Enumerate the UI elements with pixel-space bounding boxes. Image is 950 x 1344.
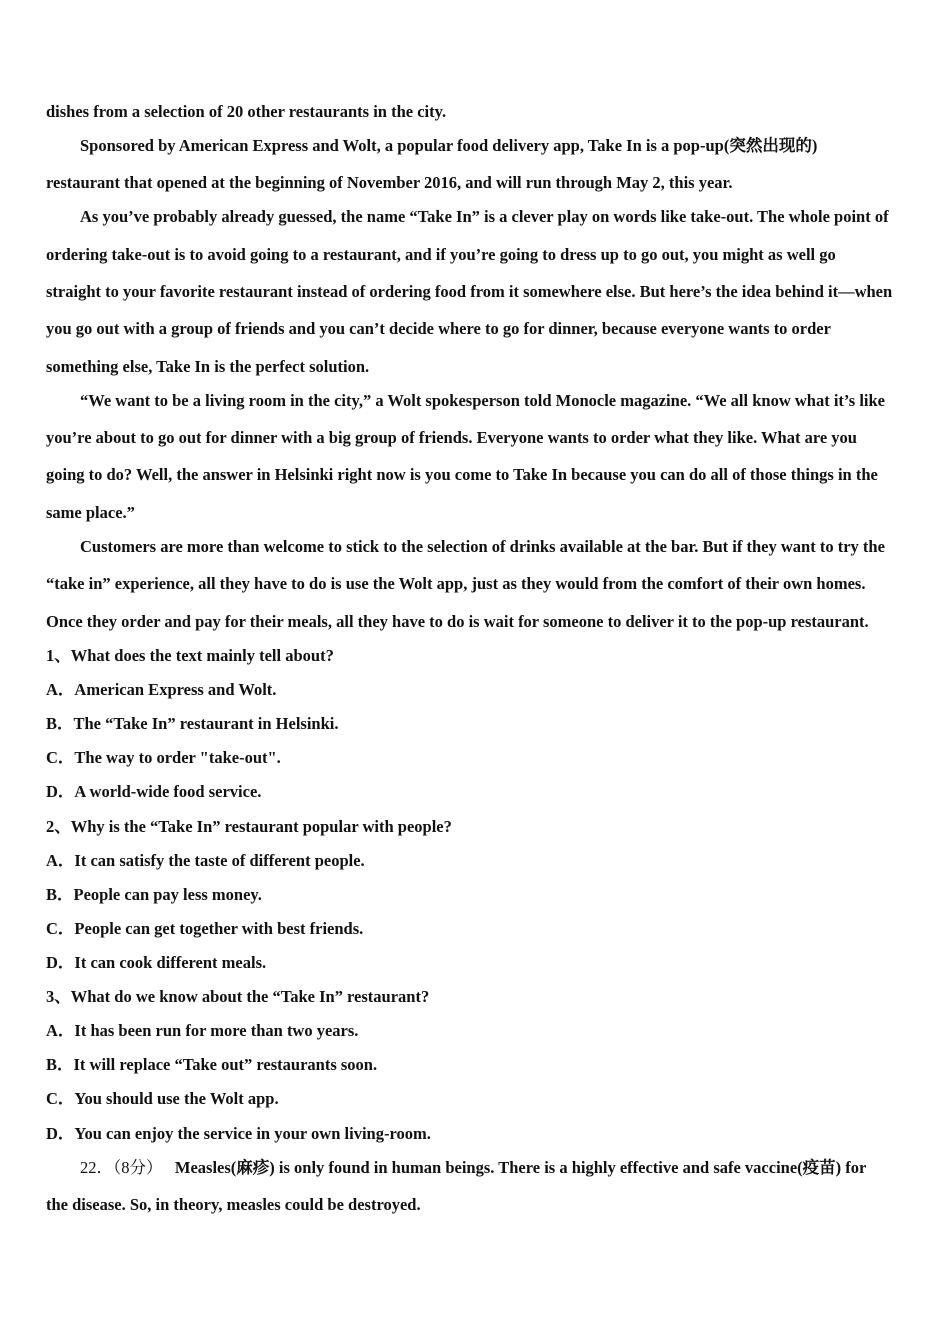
passage-line: “We want to be a living room in the city,” a Wolt spokesperson told Monocle magazine. “We all know what it’s like [80,391,886,410]
passage-line: “take in” experience, all they have to do is use the Wolt app, just as they would from the comfort of their own homes. [46,574,866,593]
passage-line: same place.” [46,503,135,522]
answer-option[interactable]: D．You can enjoy the service in your own living-room. [46,1124,431,1143]
passage-line: straight to your favorite restaurant instead of ordering food from it somewhere else. But here’s the idea behind it—when [46,282,893,301]
item-number: 22．（8分） [80,1158,163,1177]
passage-line: going to do? Well, the answer in Helsinki right now is you come to Take In because you can do all of those things in the [46,465,878,484]
answer-option[interactable]: D．A world-wide food service. [46,782,262,801]
passage-line: Customers are more than welcome to stick to the selection of drinks available at the bar. But if they want to try the [80,537,885,556]
passage-line: Once they order and pay for their meals, all they have to do is wait for someone to deliver it to the pop-up restaurant. [46,612,869,631]
next-item-line [80,1158,950,1178]
question-stem: 1、What does the text mainly tell about? [46,646,334,665]
passage-line: you’re about to go out for dinner with a big group of friends. Everyone wants to order what they like. What are you [46,428,857,447]
answer-option[interactable]: A．It has been run for more than two years. [46,1021,359,1040]
question-stem: 3、What do we know about the “Take In” restaurant? [46,987,430,1006]
answer-option[interactable]: B．People can pay less money. [46,885,262,904]
answer-option[interactable]: A．American Express and Wolt. [46,680,277,699]
passage-line: something else, Take In is the perfect solution. [46,357,370,376]
answer-option[interactable]: B．It will replace “Take out” restaurants soon. [46,1055,378,1074]
answer-option[interactable]: A．It can satisfy the taste of different people. [46,851,365,870]
next-item-text: Measles(麻疹) is only found in human beings. There is a highly effective and safe vaccine(疫苗) for [174,1158,867,1177]
answer-option[interactable]: B．The “Take In” restaurant in Helsinki. [46,714,339,733]
question-stem: 2、Why is the “Take In” restaurant popular with people? [46,817,452,836]
passage-line: ordering take-out is to avoid going to a restaurant, and if you’re going to dress up to go out, you might as well go [46,245,836,264]
answer-option[interactable]: C．The way to order "take-out". [46,748,281,767]
passage-line: restaurant that opened at the beginning of November 2016, and will run through May 2, this year. [46,173,733,192]
passage-line: you go out with a group of friends and you can’t decide where to go for dinner, because everyone wants to order [46,319,831,338]
passage-line: Sponsored by American Express and Wolt, a popular food delivery app, Take In is a pop-up(突然出现的) [80,136,818,155]
answer-option[interactable]: C．People can get together with best friends. [46,919,364,938]
passage-line: dishes from a selection of 20 other restaurants in the city. [46,102,447,121]
passage-line: As you’ve probably already guessed, the name “Take In” is a clever play on words like take-out. The whole point of [80,207,889,226]
answer-option[interactable]: C．You should use the Wolt app. [46,1089,279,1108]
answer-option[interactable]: D．It can cook different meals. [46,953,267,972]
next-item-line: the disease. So, in theory, measles could be destroyed. [46,1195,421,1214]
